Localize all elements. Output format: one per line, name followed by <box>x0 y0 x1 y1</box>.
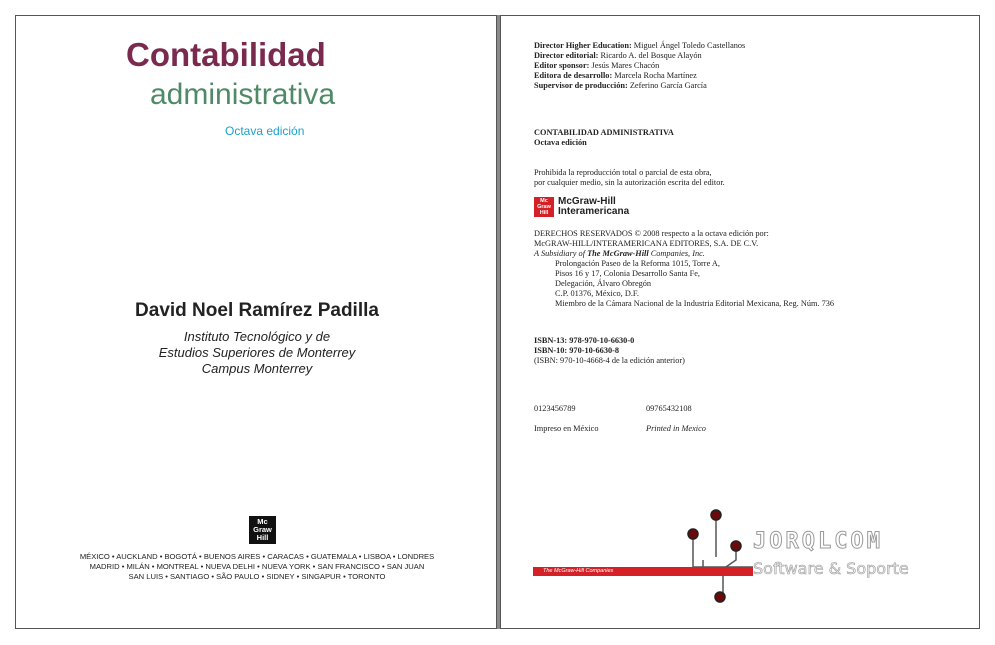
book-title: Contabilidad <box>126 36 326 73</box>
isbn-13: ISBN-13: 978-970-10-6630-0 <box>534 336 635 345</box>
watermark-tagline: Software & Soporte <box>753 559 909 578</box>
book-edition: Octava edición <box>534 138 587 147</box>
credit-line: Editor sponsor: Jesús Mares Chacón <box>534 61 660 70</box>
print-numbers-left: 0123456789 <box>534 404 576 413</box>
rights-block: DERECHOS RESERVADOS © 2008 respecto a la octava edición por: McGRAW-HILL/INTERAMERICANA EDITORES, S.A. DE C.V. A Subsidiary of The McGraw-Hill Companies, Inc. Prolongación Paseo de la Reforma 1015, Torre A, Pisos 16 y 17, Colonia Desarrollo Santa Fe, Delegación, Álvaro Obregón C.P. 01376, México, D.F. Miembro de la Cámara Nacional de la Industria Editorial Mexicana, Reg. Núm. 736 <box>534 229 835 308</box>
institution-line: Estudios Superiores de Monterrey <box>158 345 356 360</box>
prohibition-notice: Prohibida la reproducción total o parcial de esta obra, por cualquier medio, sin la autorización escrita del editor. <box>534 168 725 187</box>
watermark-brand: JORQLCOM <box>753 529 883 554</box>
address-block: Prolongación Paseo de la Reforma 1015, Torre A, Pisos 16 y 17, Colonia Desarrollo Santa Fe, Delegación, Álvaro Obregón C.P. 01376, México, D.F. Miembro de la Cámara Nacional de la Industria Editorial Mexicana, Reg. Núm. 736 <box>555 259 835 308</box>
isbn-block <box>534 336 685 366</box>
cities-line: SAN LUIS • SANTIAGO • SÃO PAULO • SIDNEY • SINGAPUR • TORONTO <box>128 572 386 581</box>
printed-in-english: Printed in Mexico <box>646 424 706 433</box>
print-numbers-right: 09765432108 <box>646 404 692 413</box>
credit-line: Director editorial: Ricardo A. del Bosque Alayón <box>534 51 702 60</box>
institution-line: Campus Monterrey <box>201 361 313 376</box>
credit-line: Supervisor de producción: Zeferino García García <box>534 81 707 90</box>
book-title-block <box>534 128 674 148</box>
publisher-name: McGraw-Hill Interamericana <box>558 196 630 217</box>
credits-block <box>534 41 745 91</box>
isbn-10: ISBN-10: 970-10-6630-8 <box>534 346 620 355</box>
circuit-watermark-icon <box>683 505 753 605</box>
credit-line: Editora de desarrollo: Marcela Rocha Martínez <box>534 71 697 80</box>
band-text: The McGraw-Hill Companies <box>543 568 614 574</box>
publisher-logo-icon: Mc Graw Hill <box>534 197 554 217</box>
institution-line: Instituto Tecnológico y de <box>183 329 331 344</box>
subsidiary-line: A Subsidiary of The McGraw-Hill Companies, Inc. <box>534 249 705 258</box>
mcgraw-hill-logo <box>249 516 276 544</box>
logo-text: Mc <box>257 517 268 526</box>
logo-text: Hill <box>256 533 269 542</box>
edition-label: Octava edición <box>225 124 305 138</box>
left-page <box>15 15 497 629</box>
credit-line: Director Higher Education: Miguel Ángel Toledo Castellanos <box>534 41 746 50</box>
cities-line: MÉXICO • AUCKLAND • BOGOTÁ • BUENOS AIRES • CARACAS • GUATEMALA • LISBOA • LONDRES <box>79 552 435 561</box>
cities-line: MADRID • MILÁN • MONTREAL • NUEVA DELHI • NUEVA YORK • SAN FRANCISCO • SAN JUAN <box>89 562 425 571</box>
logo-text: Graw <box>253 525 272 534</box>
book-subtitle: administrativa <box>150 78 336 111</box>
author-name: David Noel Ramírez Padilla <box>135 300 379 321</box>
isbn-previous: (ISBN: 970-10-4668-4 de la edición anterior) <box>534 356 685 365</box>
book-title-upper: CONTABILIDAD ADMINISTRATIVA <box>534 128 674 137</box>
printed-in-spanish: Impreso en México <box>534 424 599 433</box>
